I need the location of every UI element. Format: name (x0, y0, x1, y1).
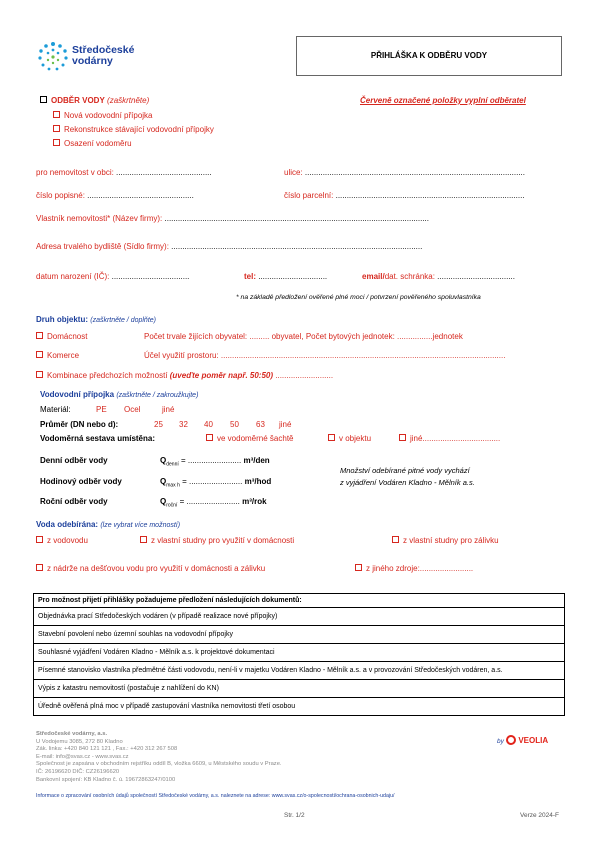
location-building[interactable]: v objektu (328, 434, 371, 443)
required-documents-box (33, 593, 565, 716)
source-other[interactable]: z jiného zdroje:........................ (355, 564, 473, 573)
diameter-40[interactable]: 40 (204, 420, 213, 429)
material-label: Materiál: (40, 405, 71, 414)
commerce-detail[interactable]: Účel využití prostoru: ................................................................................................................................ (144, 351, 506, 360)
meter-location-label: Vodoměrná sestava umístěna: (40, 434, 156, 443)
consumption-note-1: Množství odebírané pitné vody vychází (340, 466, 470, 475)
logo-dots-icon (36, 40, 70, 74)
footer-street: U Vodojemu 3085, 272 80 Kladno (36, 738, 123, 745)
footer-company: Středočeské vodárny, a.s. (36, 731, 108, 737)
privacy-note[interactable]: Informace o zpracování osobních údajů společností Středočeské vodárny, a.s. naleznete na adrese: www.svas.cz/o-spolecnosti/ochrana-osobnich-udaju/ (36, 793, 395, 799)
document-item: Výpis z katastru nemovitostí (postačuje z nahlížení do KN) (34, 680, 564, 698)
source-header: Voda odebírána: (lze vybrat více možností) (36, 520, 181, 529)
veolia-logo: by VEOLIA (497, 736, 549, 745)
option-combination[interactable]: Kombinace předchozích možností (uveďte poměr např. 50:50) .......................... (36, 371, 333, 380)
material-pe[interactable]: PE (96, 405, 107, 414)
footer-register: Společnost je zapsána v obchodním rejstříku oddíl B, vložka 6609, u Městského soudu v Praze. (36, 761, 282, 768)
hourly-field[interactable]: $Q_{max h}$ = ........................ m³/hod (160, 477, 272, 489)
street-field[interactable]: ulice: ................................................................................................... (284, 168, 525, 177)
document-item: Úředně ověřená plná moc v případě zastupování vlastníka nemovitosti třetí osobou (34, 698, 564, 716)
source-well-household[interactable]: z vlastní studny pro využití v domácnosti (140, 536, 294, 545)
household-detail[interactable]: Počet trvale žijících obyvatel: ......... obyvatel, Počet bytových jednotek: ................jednotek (144, 332, 463, 341)
object-header: Druh objektu: (zaškrtněte / doplňte) (36, 315, 156, 324)
address-field[interactable]: Adresa trvalého bydliště (Sídlo firmy): ................................................................................................................. (36, 242, 423, 251)
connection-hint: (zaškrtněte) (107, 96, 150, 105)
location-shaft[interactable]: ve vodoměrné šachtě (206, 434, 294, 443)
diameter-label: Průměr (DN nebo d): (40, 420, 119, 429)
parcel-number-field[interactable]: číslo parcelní: ..................................................................................... (284, 191, 525, 200)
connection-label: ODBĚR VODY (51, 96, 105, 105)
diameter-50[interactable]: 50 (230, 420, 239, 429)
source-mains[interactable]: z vodovodu (36, 536, 88, 545)
logo-line2: vodárny (72, 55, 113, 67)
title-box (296, 36, 562, 76)
logo-line1: Středočeské (72, 44, 135, 56)
connection-checkbox[interactable] (40, 96, 47, 103)
footer-ids: IČ: 26196620 DIČ: CZ26196620 (36, 768, 120, 775)
material-other[interactable]: jiné (162, 405, 175, 414)
footer-bank: Bankovní spojení: KB Kladno č. ú. 19672863247/0100 (36, 776, 176, 783)
yearly-field[interactable]: $Q_{roční}$ = ........................ m³/rok (160, 497, 267, 509)
pipe-header: Vodovodní přípojka (zaškrtněte / zakroužkujte) (40, 390, 199, 399)
option-household[interactable]: Domácnost (36, 332, 87, 341)
document-item: Objednávka prací Středočeských vodáren (v případě realizace nové přípojky) (34, 608, 564, 626)
footer-contacts: Zák. linka: +420 840 121 121 , Fax.: +420 312 267 508 (36, 746, 178, 753)
diameter-25[interactable]: 25 (154, 420, 163, 429)
document-item: Stavební povolení nebo územní souhlas na vodovodní přípojky (34, 626, 564, 644)
birth-date-field[interactable]: datum narození (IČ): ................................... (36, 272, 190, 281)
page-number: Str. 1/2 (284, 812, 305, 819)
option-meter[interactable]: Osazení vodoměru (53, 139, 132, 148)
diameter-32[interactable]: 32 (179, 420, 188, 429)
daily-label: Denní odběr vody (40, 456, 108, 465)
owner-field[interactable]: Vlastník nemovitosti* (Název firmy): ....................................................................................................................... (36, 214, 429, 223)
yearly-label: Roční odběr vody (40, 497, 108, 506)
phone-field[interactable]: tel: ............................... (244, 272, 328, 281)
footer-web: E-mail: info@svas.cz - www.svas.cz (36, 753, 129, 760)
option-reconstruction[interactable]: Rekonstrukce stávající vodovodní přípojky (53, 125, 214, 134)
veolia-icon (506, 735, 516, 745)
required-note: Červeně označené položky vyplní odběratel (360, 96, 526, 105)
municipality-field[interactable]: pro nemovitost v obci: ........................................... (36, 168, 212, 177)
diameter-63[interactable]: 63 (256, 420, 265, 429)
document-item: Písemné stanovisko vlastníka předmětné části vodovodu, není-li v majetku Vodáren Kladno - Mělník a.s. a v provozování Středočeských vodáren, a.s. (34, 662, 564, 680)
location-other[interactable]: jiné................................... (399, 434, 500, 443)
option-commerce[interactable]: Komerce (36, 351, 79, 360)
source-well-garden[interactable]: z vlastní studny pro zálivku (392, 536, 499, 545)
option-new[interactable]: Nová vodovodní přípojka (53, 111, 153, 120)
daily-field[interactable]: $Q_{denní}$ = ........................ m³/den (160, 456, 270, 468)
diameter-other[interactable]: jiné (279, 420, 292, 429)
house-number-field[interactable]: číslo popisné: ................................................ (36, 191, 194, 200)
material-steel[interactable]: Ocel (124, 405, 141, 414)
hourly-label: Hodinový odběr vody (40, 477, 122, 486)
source-rain-tank[interactable]: z nádrže na dešťovou vodu pro využití v domácnosti a zálivku (36, 564, 265, 573)
company-logo (36, 40, 136, 74)
version: Verze 2024-F (520, 812, 560, 819)
document-item: Souhlasné vyjádření Vodáren Kladno - Mělník a.s. k projektové dokumentaci (34, 644, 564, 662)
email-field[interactable]: email/dat. schránka: ................................... (362, 272, 515, 281)
footer-company-info (36, 731, 282, 784)
page-title: PŘIHLÁŠKA K ODBĚRU VODY (370, 51, 488, 60)
documents-header: Pro možnost přijetí přihlášky požadujeme předložení následujících dokumentů: (34, 594, 564, 608)
consumption-note-2: z vyjádření Vodáren Kladno - Mělník a.s. (340, 478, 475, 487)
connection-header (40, 96, 149, 105)
proxy-note: * na základě předložení ověřené plné moci / potvrzení pověřeného spoluvlastníka (236, 294, 481, 301)
